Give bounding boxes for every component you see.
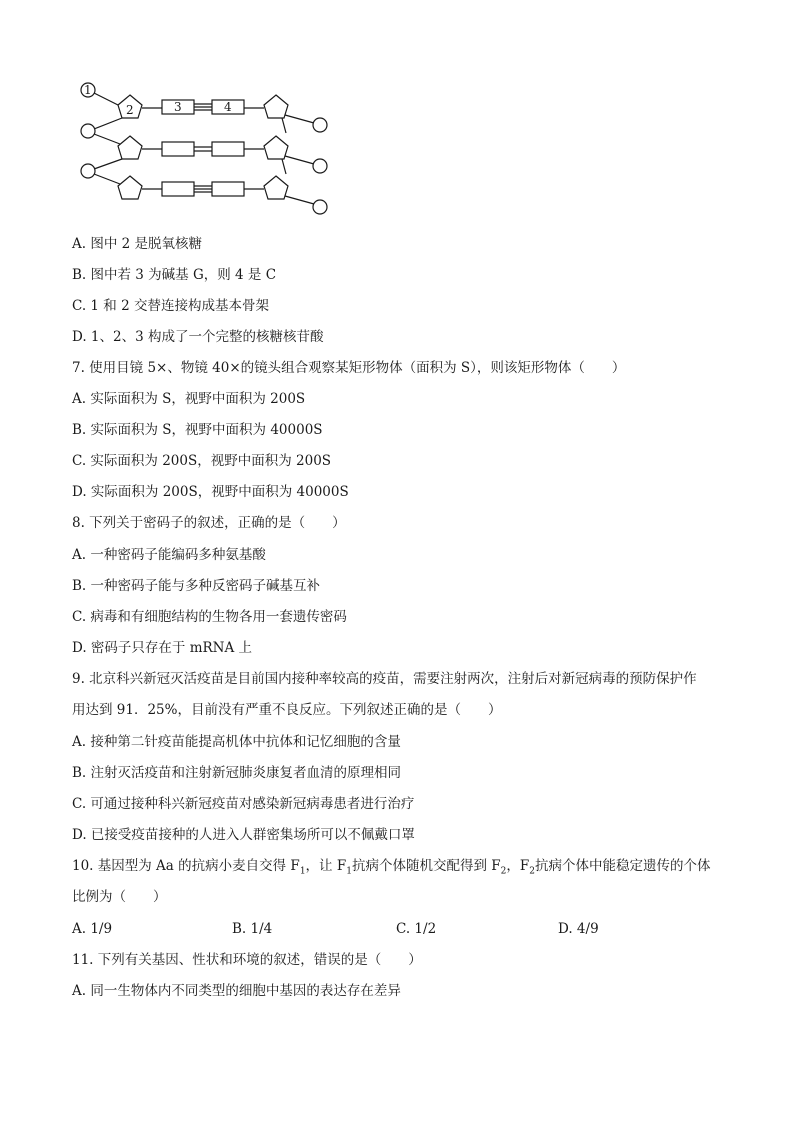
q8-option-c: C. 病毒和有细胞结构的生物各用一套遗传密码	[72, 609, 347, 625]
q9-option-c: C. 可通过接种科兴新冠疫苗对感染新冠病毒患者进行治疗	[72, 796, 415, 812]
q10-stem-part: 10. 基因型为 Aa 的抗病小麦自交得 F	[72, 858, 300, 874]
q6-option-c: C. 1 和 2 交替连接构成基本骨架	[72, 298, 269, 314]
q7-option-c: C. 实际面积为 200S，视野中面积为 200S	[72, 453, 332, 469]
deoxyribose-pentagon	[264, 176, 288, 199]
q10-stem-part: ，让 F	[305, 858, 347, 874]
bond-line	[94, 134, 120, 144]
deoxyribose-pentagon	[118, 136, 142, 159]
q9-option-b: B. 注射灭活疫苗和注射新冠肺炎康复者血清的原理相同	[72, 765, 402, 781]
q10-option-b: B. 1/4	[232, 921, 273, 937]
label-3: 3	[174, 100, 182, 114]
q7-option-a: A. 实际面积为 S，视野中面积为 200S	[72, 391, 306, 407]
q10-stem-line1	[72, 856, 710, 876]
base-box	[162, 182, 194, 196]
q8-option-b: B. 一种密码子能与多种反密码子碱基互补	[72, 578, 321, 594]
deoxyribose-pentagon	[118, 176, 142, 199]
q8-stem: 8. 下列关于密码子的叙述，正确的是（ ）	[72, 515, 346, 531]
bond-line	[282, 118, 286, 133]
base-box	[212, 182, 244, 196]
q10-option-d: D. 4/9	[558, 921, 599, 937]
bond-line	[285, 196, 314, 204]
q7-stem: 7. 使用目镜 5×、物镜 40×的镜头组合观察某矩形物体（面积为 S），则该矩形物体（ ）	[72, 360, 626, 376]
base-box	[162, 142, 194, 156]
bond-line	[94, 159, 122, 169]
q6-option-d: D. 1、2、3 构成了一个完整的核糖核苷酸	[72, 329, 324, 345]
phosphate-circle	[313, 159, 327, 173]
q10-option-c: C. 1/2	[396, 921, 437, 937]
deoxyribose-pentagon	[264, 95, 288, 118]
q9-stem-line2: 用达到 91．25%，目前没有严重不良反应。下列叙述正确的是（ ）	[72, 702, 502, 718]
q10-option-a: A. 1/9	[72, 921, 113, 937]
subscript: 2	[500, 866, 507, 877]
phosphate-circle	[313, 118, 327, 132]
q8-option-a: A. 一种密码子能编码多种氨基酸	[72, 547, 266, 563]
label-2: 2	[126, 103, 134, 117]
q6-option-a: A. 图中 2 是脱氧核糖	[72, 236, 203, 252]
q7-option-b: B. 实际面积为 S，视野中面积为 40000S	[72, 422, 323, 438]
q11-option-a: A. 同一生物体内不同类型的细胞中基因的表达存在差异	[72, 983, 401, 999]
q10-stem-part: 抗病个体中能稳定遗传的个体	[534, 858, 711, 874]
bond-line	[94, 174, 120, 184]
q9-option-a: A. 接种第二针疫苗能提高机体中抗体和记忆细胞的含量	[72, 734, 401, 750]
q9-stem-line1: 9. 北京科兴新冠灭活疫苗是目前国内接种率较高的疫苗，需要注射两次，注射后对新冠病毒的预防保护作	[72, 671, 697, 687]
bond-line	[285, 115, 314, 123]
phosphate-circle	[81, 124, 95, 138]
bond-line	[282, 159, 286, 174]
dna-structure-diagram	[72, 78, 342, 223]
q11-stem: 11. 下列有关基因、性状和环境的叙述，错误的是（ ）	[72, 952, 422, 968]
phosphate-circle	[313, 200, 327, 214]
q8-option-d: D. 密码子只存在于 mRNA 上	[72, 640, 253, 656]
subscript: 2	[529, 866, 535, 877]
bond-line	[285, 156, 314, 164]
label-1: 1	[84, 83, 92, 97]
q7-option-d: D. 实际面积为 200S，视野中面积为 40000S	[72, 484, 349, 500]
subscript: 1	[299, 866, 306, 877]
base-box	[212, 142, 244, 156]
q6-option-b: B. 图中若 3 为碱基 G，则 4 是 C	[72, 267, 277, 283]
q10-stem-line2: 比例为（ ）	[72, 889, 167, 905]
q10-stem-part: ，F	[506, 858, 530, 874]
bond-line	[94, 93, 120, 106]
label-4: 4	[224, 100, 232, 114]
q10-stem-part: 抗病个体随机交配得到 F	[351, 858, 501, 874]
bond-line	[94, 118, 122, 129]
q9-option-d: D. 已接受疫苗接种的人进入人群密集场所可以不佩戴口罩	[72, 827, 415, 843]
deoxyribose-pentagon	[264, 136, 288, 159]
phosphate-circle	[81, 164, 95, 178]
subscript: 1	[346, 866, 352, 877]
